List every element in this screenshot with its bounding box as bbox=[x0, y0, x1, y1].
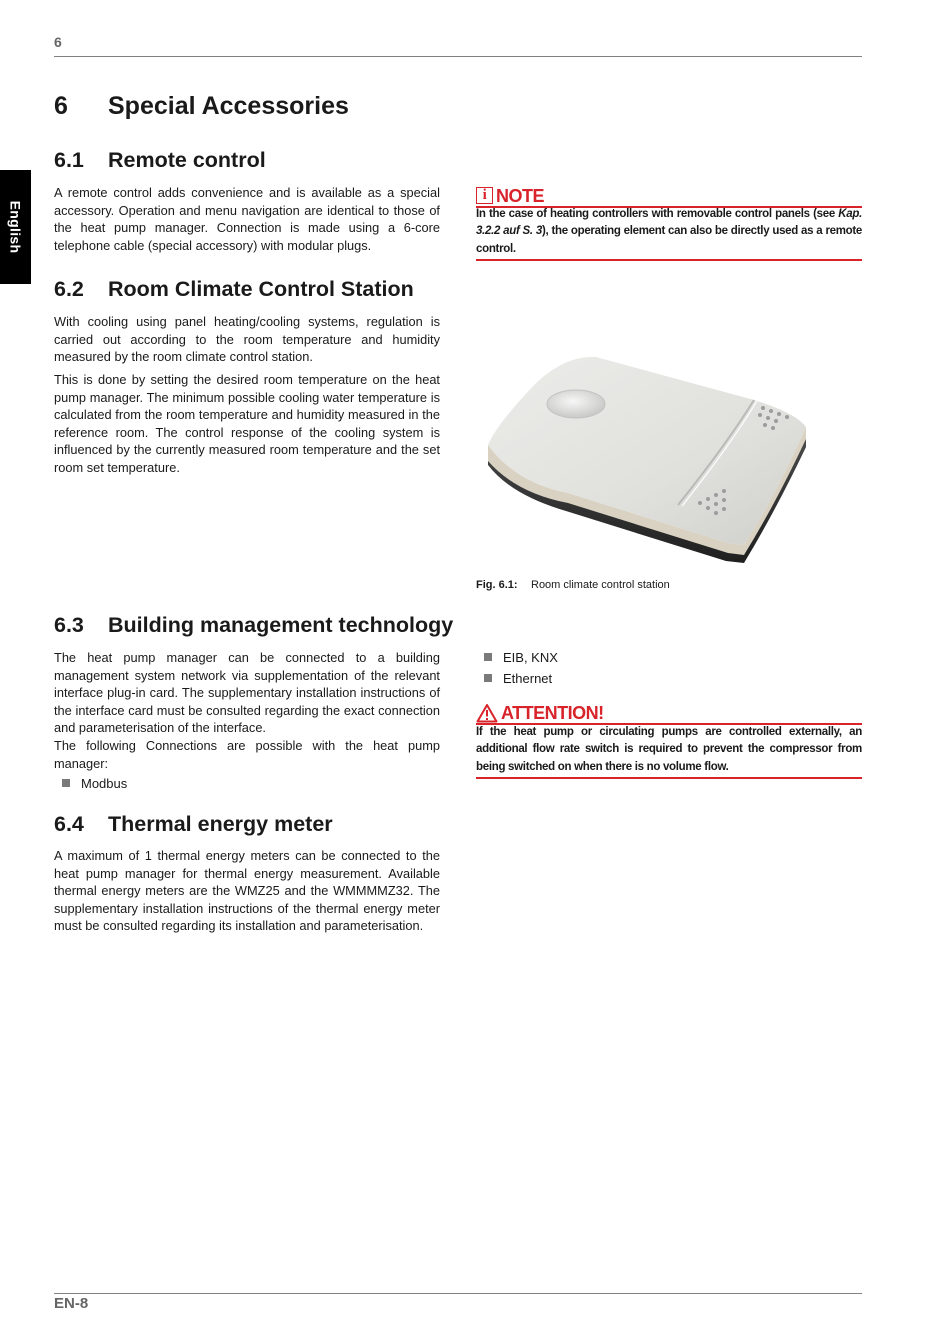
control-knob bbox=[547, 390, 605, 418]
warning-triangle-icon bbox=[476, 703, 498, 723]
figure-caption-text: Room climate control station bbox=[531, 579, 670, 591]
note-header bbox=[476, 186, 862, 208]
figure-caption bbox=[476, 579, 670, 591]
list-item-text: Modbus bbox=[81, 776, 128, 791]
section-title: Room Climate Control Station bbox=[108, 277, 414, 301]
section-heading-room-climate bbox=[54, 277, 414, 302]
building-management-text-2: The following Connections are possible with the heat pump manager: bbox=[54, 738, 440, 771]
section-title: Remote control bbox=[108, 148, 266, 172]
bullet-square-icon bbox=[484, 653, 492, 661]
section-title: Thermal energy meter bbox=[108, 812, 333, 836]
list-item-text: EIB, KNX bbox=[503, 650, 558, 665]
section-heading-remote-control bbox=[54, 148, 266, 173]
section-heading-building-management bbox=[54, 613, 453, 638]
building-management-text-1: The heat pump manager can be connected to a building management system network via supplementation of the relevant interface plug-in card. The supplementary installation instructions of the interface card must be consulted regarding the exact connection and parameterisation of the interface. bbox=[54, 650, 440, 736]
page-number: EN-8 bbox=[54, 1295, 89, 1312]
section-number: 6.2 bbox=[54, 277, 84, 301]
section-number: 6.1 bbox=[54, 148, 84, 172]
room-climate-station-photo bbox=[476, 335, 862, 567]
attention-header bbox=[476, 703, 862, 725]
note-text-start: In the case of heating controllers with removable control panels (see bbox=[476, 208, 839, 220]
language-tab bbox=[0, 170, 31, 284]
section-heading-thermal-energy-meter bbox=[54, 812, 333, 837]
list-item-modbus bbox=[62, 775, 127, 793]
chapter-heading bbox=[54, 92, 349, 121]
section-number: 6.4 bbox=[54, 812, 84, 836]
section-title: Building management technology bbox=[108, 613, 454, 637]
running-head-number: 6 bbox=[54, 34, 62, 50]
room-climate-text-2: This is done by setting the desired room temperature on the heat pump manager. The minimum possible cooling water temperature is calculated from the room temperature and humidity measured in the reference room. The control response of the cooling system is influenced by the currently measured room temperature and the set room set temperature. bbox=[54, 372, 440, 475]
device-top bbox=[488, 357, 806, 545]
device-illustration bbox=[476, 335, 862, 567]
note-text bbox=[476, 206, 862, 261]
section-number: 6.3 bbox=[54, 613, 84, 637]
room-climate-text-1: With cooling using panel heating/cooling systems, regulation is carried out according to the room temperature and humidity measured by the room climate control station. bbox=[54, 314, 440, 365]
chapter-title: Special Accessories bbox=[108, 92, 349, 120]
attention-text: If the heat pump or circulating pumps are controlled externally, an additional flow rate switch is required to prevent the compressor from being switched on when there is no volume flow. bbox=[476, 724, 862, 779]
list-item-ethernet bbox=[484, 670, 552, 688]
thermal-energy-meter-text: A maximum of 1 thermal energy meters can be connected to the heat pump manager for thermal energy measurement. Available thermal energy meters are the WMZ25 and the WMMMMZ32. The supplementary installation instructions of the thermal energy meter must be consulted regarding its installation and parameterisation. bbox=[54, 848, 440, 934]
footer-rule bbox=[54, 1293, 862, 1294]
header-rule bbox=[54, 56, 862, 57]
language-tab-label: English bbox=[7, 200, 24, 254]
chapter-number: 6 bbox=[54, 92, 68, 120]
list-item-text: Ethernet bbox=[503, 671, 553, 686]
bullet-square-icon bbox=[484, 674, 492, 682]
note-cross-reference: Kap. 3.2.2 auf S. 3 bbox=[476, 208, 862, 238]
note-text-end: ), the operating element can also be directly used as a remote control. bbox=[476, 225, 863, 255]
figure-label: Fig. 6.1: bbox=[476, 579, 518, 591]
remote-control-text: A remote control adds convenience and is available as a special accessory. Operation and menu navigation are identical to those of the heat pump manager. Connection is made using a 6-core telephone cable (special accessory) with modular plugs. bbox=[54, 185, 440, 253]
attention-label: ATTENTION! bbox=[501, 703, 604, 723]
note-label: NOTE bbox=[496, 186, 545, 206]
info-icon: i bbox=[476, 187, 493, 204]
bullet-square-icon bbox=[62, 779, 70, 787]
list-item-eib-knx bbox=[484, 649, 558, 667]
